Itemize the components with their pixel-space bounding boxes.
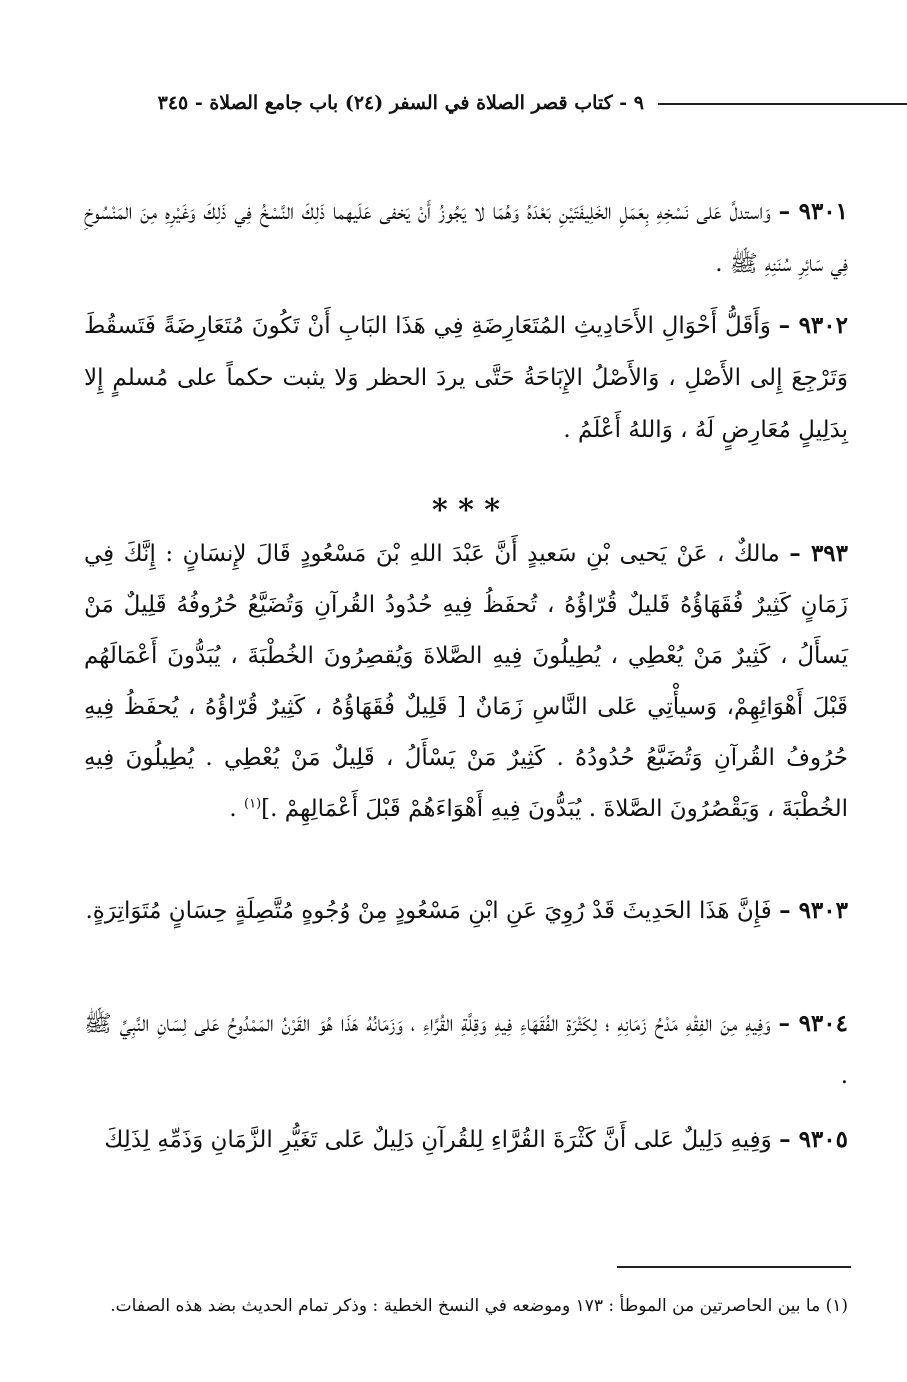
paragraph-text: فَإِنَّ هَذَا الحَدِيثَ قَدْ رُوِيَ عَنِ ابْنِ مَسْعُودٍ مِنْ وُجُوهٍ مُتَّصِلَةٍ حِسَانٍ مُتَوَاتِرَةٍ. bbox=[85, 898, 772, 924]
paragraph-number: ٩٣٠٢ – bbox=[778, 312, 848, 339]
footnote: (١) ما بين الحاصرتين من الموطأ : ١٧٣ وموضعه في النسخ الخطية : وذكر تمام الحديث بضد هذه الصفات. bbox=[110, 1296, 848, 1316]
paragraph-9305 bbox=[84, 1114, 848, 1166]
paragraph-9302 bbox=[84, 300, 848, 456]
footnote-rule bbox=[617, 1266, 851, 1268]
running-header bbox=[84, 88, 848, 118]
section-separator: * * * bbox=[432, 493, 500, 528]
paragraph-number: ٩٣٠٤ – bbox=[778, 1010, 848, 1037]
header-text: ٩ - كتاب قصر الصلاة في السفر (٢٤) باب جامع الصلاة - ٣٤٥ bbox=[157, 92, 644, 114]
paragraph-text: وَاستدلَّ عَلى نَسْخِهِ بِعَمَلِ الخَلِيفَتَيْنِ بَعْدَهُ وَهُمَا لا يَجُوزُ أَنْ يَخفى عَلَيهما ذَلِكَ النَّسْخُ فِي ذَلِكَ وَغَيْرِهِ مِنَ المَنْسُوخِ فِي سَائِرِ سُنَنِهِ ﷺ . bbox=[84, 199, 848, 277]
hadith-393 bbox=[84, 528, 848, 835]
header-rule bbox=[658, 103, 907, 105]
paragraph-9303 bbox=[84, 885, 848, 937]
paragraph-number: ٩٣٠٣ – bbox=[779, 897, 848, 924]
hadith-number: ٣٩٣ – bbox=[789, 540, 849, 567]
hadith-text-end: . bbox=[229, 796, 245, 822]
footnote-reference[interactable]: (١) bbox=[244, 796, 262, 812]
paragraph-number: ٩٣٠٥ – bbox=[779, 1126, 848, 1153]
paragraph-9301 bbox=[84, 186, 848, 290]
paragraph-9304 bbox=[84, 998, 848, 1102]
paragraph-text: وَفِيهِ دَلِيلٌ عَلى أَنَّ كَثْرَةَ القُرَّاءِ لِلقُرآنِ دَلِيلٌ عَلى تَغَيُّرِ الزَّمَانِ وَذَمِّهِ لِذَلِكَ bbox=[104, 1127, 772, 1153]
paragraph-text: وَأَقَلُّ أَحْوَالِ الأَحَادِيثِ المُتَعَارِضَةِ فِي هَذَا البَابِ أَنْ تَكُونَ مُتَعَارِضَةً فَتَسقُطَ وَتَرْجِعَ إِلى الأَصْلِ ، وَالأَصْلُ الإِبَاحَةُ حَتَّى يردَ الحظر وَلا يثبت حكماً على مُسلمٍ إِلا بِدَلِيلٍ مُعَارِضٍ لَهُ ، وَاللهُ أَعْلَمُ . bbox=[84, 313, 848, 443]
paragraph-number: ٩٣٠١ – bbox=[778, 198, 849, 225]
hadith-text: مالكٌ ، عَنْ يَحيى بْنِ سَعيدٍ أَنَّ عَبْدَ اللهِ بْنَ مَسْعُودٍ قَالَ لإِنسَانٍ : إِنَّكَ فِي زَمَانٍ كَثِيرٌ فُقَهَاؤُهُ قَليلٌ قُرّاؤُهُ ، تُحفَظُ فِيهِ حُدُودُ القُرآنِ وَتُضَيَّعُ حُرُوفُهُ قَلِيلٌ مَنْ يَسأَلُ ، كَثِيرٌ مَنْ يُعْطِي ، يُطِيلُونَ فِيهِ الصَّلاةَ وَيُقصِرُونَ الخُطْبَةَ ، يُبَدُّونَ أَعْمَالَهُم قَبْلَ أَهْوَائِهِمْ، وَسيأْتِي عَلى النَّاسِ زَمَانٌ [ قَلِيلٌ فُقَهَاؤُهُ ، كَثِيرٌ قُرّاؤُهُ ، يُحفَظُ فِيهِ حُرُوفُ القُرآنِ وَتُضَيَّعُ حُدُودُهُ . كَثِيرٌ مَنْ يَسْأَلُ ، قَلِيلٌ مَنْ يُعْطِي . يُطِيلُونَ فِيهِ الخُطْبَةَ ، وَيَقْصُرُونَ الصَّلاةَ . يُبَدُّونَ فِيهِ أَهْوَاءَهُمْ قَبْلَ أَعْمَالِهِمْ .] bbox=[84, 541, 848, 822]
paragraph-text: وَفِيهِ مِنَ الفِقْهِ مَدْحُ زَمَانِهِ ؛ لِكَثْرَةِ الفُقَهَاءِ فِيهِ وَقِلَّةِ القُرَّاءِ ، وَزَمَانُهُ هَذَا هُوَ القَرْنُ المَمْدُوحُ عَلى لِسَانِ النَّبِيِّ ﷺ . bbox=[84, 1011, 848, 1089]
